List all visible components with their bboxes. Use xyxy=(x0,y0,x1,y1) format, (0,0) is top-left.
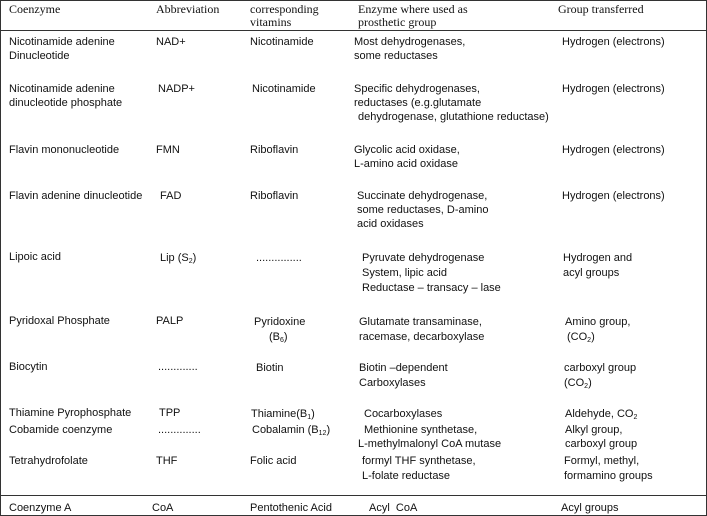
footer-rule xyxy=(0,495,707,496)
coenzyme-name: Tetrahydrofolate xyxy=(9,455,88,467)
vitamin: Riboflavin xyxy=(250,190,299,202)
group-transferred: $(CO_2)$ xyxy=(564,377,592,390)
enzyme: Cocarboxylases xyxy=(364,408,443,420)
group-transferred: Aldehyde, $CO_2$ xyxy=(565,408,638,421)
abbreviation: THF xyxy=(156,455,178,467)
coenzyme-name: Pyridoxal Phosphate xyxy=(9,315,110,327)
enzyme: reductases (e.g.glutamate xyxy=(354,97,482,109)
vitamin: Cobalamin $(B_{12})$ xyxy=(252,424,331,437)
enzyme: L-folate reductase xyxy=(362,470,451,482)
header-enzyme-line1: Enzyme where used as xyxy=(358,2,468,16)
coenzyme-name: Nicotinamide adenine xyxy=(9,83,115,95)
enzyme: racemase, decarboxylase xyxy=(359,331,485,343)
coenzyme-name: Coenzyme A xyxy=(9,502,72,514)
coenzyme-name: Lipoic acid xyxy=(9,251,61,263)
enzyme: System, lipic acid xyxy=(362,267,447,279)
group-transferred: $(CO_2)$ xyxy=(567,331,595,344)
coenzyme-name: Flavin adenine dinucleotide xyxy=(9,190,143,202)
enzyme: Carboxylases xyxy=(359,377,426,389)
group-transferred: Acyl groups xyxy=(561,502,619,514)
enzyme: Pyruvate dehydrogenase xyxy=(362,252,485,264)
abbreviation: ............. xyxy=(158,361,198,373)
coenzyme-name: Biocytin xyxy=(9,361,48,373)
header-group: Group transferred xyxy=(558,2,644,16)
enzyme: some reductases, D-amino xyxy=(357,204,489,216)
abbreviation: NAD+ xyxy=(156,36,186,48)
enzyme: L-amino acid oxidase xyxy=(354,158,458,170)
group-transferred: Hydrogen (electrons) xyxy=(562,83,665,95)
group-transferred: Hydrogen and xyxy=(563,252,633,264)
coenzyme-name: Flavin mononucleotide xyxy=(9,144,120,156)
enzyme: Glutamate transaminase, xyxy=(359,316,482,328)
coenzyme-name: Nicotinamide adenine xyxy=(9,36,115,48)
abbreviation: .............. xyxy=(158,424,201,436)
header-rule xyxy=(0,30,707,31)
group-transferred: Hydrogen (electrons) xyxy=(562,36,665,48)
vitamin: Biotin xyxy=(256,362,284,374)
enzyme: formyl THF synthetase, xyxy=(362,455,476,467)
vitamin: Nicotinamide xyxy=(252,83,316,95)
header-coenzyme: Coenzyme xyxy=(9,2,61,16)
group-transferred: Formyl, methyl, xyxy=(564,455,640,467)
enzyme: Biotin –dependent xyxy=(359,362,448,374)
group-transferred: formamino groups xyxy=(564,470,653,482)
enzyme: Specific dehydrogenases, xyxy=(354,83,480,95)
header-vitamins-line1: corresponding xyxy=(250,2,319,16)
abbreviation: FAD xyxy=(160,190,182,202)
enzyme: Methionine synthetase, xyxy=(364,424,478,436)
group-transferred: carboxyl group xyxy=(564,362,637,374)
enzyme: Acyl CoA xyxy=(369,502,418,514)
coenzyme-name: Dinucleotide xyxy=(9,50,70,62)
header-enzyme-line2: prosthetic group xyxy=(358,15,437,29)
abbreviation: Lip $(S_2)$ xyxy=(160,252,197,265)
enzyme: L-methylmalonyl CoA mutase xyxy=(358,438,502,450)
vitamin: $Thiamine(B_1)$ xyxy=(251,408,315,421)
group-transferred: carboxyl group xyxy=(565,438,638,450)
vitamin: $(B_6)$ xyxy=(269,331,288,344)
abbreviation: FMN xyxy=(156,144,180,156)
header-abbreviation: Abbreviation xyxy=(156,2,220,16)
coenzyme-name: Cobamide coenzyme xyxy=(9,424,113,436)
vitamin: Folic acid xyxy=(250,455,297,467)
abbreviation: TPP xyxy=(159,407,181,419)
vitamin: Nicotinamide xyxy=(250,36,314,48)
vitamin: Riboflavin xyxy=(250,144,299,156)
abbreviation: CoA xyxy=(152,502,174,514)
vitamin: Pentothenic Acid xyxy=(250,502,332,514)
vitamin: ............... xyxy=(256,252,302,264)
group-transferred: Hydrogen (electrons) xyxy=(562,190,665,202)
enzyme: dehydrogenase, glutathione reductase) xyxy=(358,111,549,123)
abbreviation: NADP+ xyxy=(158,83,195,95)
enzyme: Most dehydrogenases, xyxy=(354,36,466,48)
vitamin: Pyridoxine xyxy=(254,316,306,328)
abbreviation: PALP xyxy=(156,315,184,327)
group-transferred: Amino group, xyxy=(565,316,631,328)
enzyme: Succinate dehydrogenase, xyxy=(357,190,488,202)
enzyme: acid oxidases xyxy=(357,218,424,230)
group-transferred: Hydrogen (electrons) xyxy=(562,144,665,156)
enzyme: Glycolic acid oxidase, xyxy=(354,144,460,156)
coenzyme-name: Thiamine Pyrophosphate xyxy=(9,407,132,419)
coenzyme-name: dinucleotide phosphate xyxy=(9,97,123,109)
header-vitamins-line2: vitamins xyxy=(250,15,292,29)
enzyme: some reductases xyxy=(354,50,438,62)
group-transferred: Alkyl group, xyxy=(565,424,623,436)
enzyme: Reductase – transacy – lase xyxy=(362,282,501,294)
group-transferred: acyl groups xyxy=(563,267,620,279)
